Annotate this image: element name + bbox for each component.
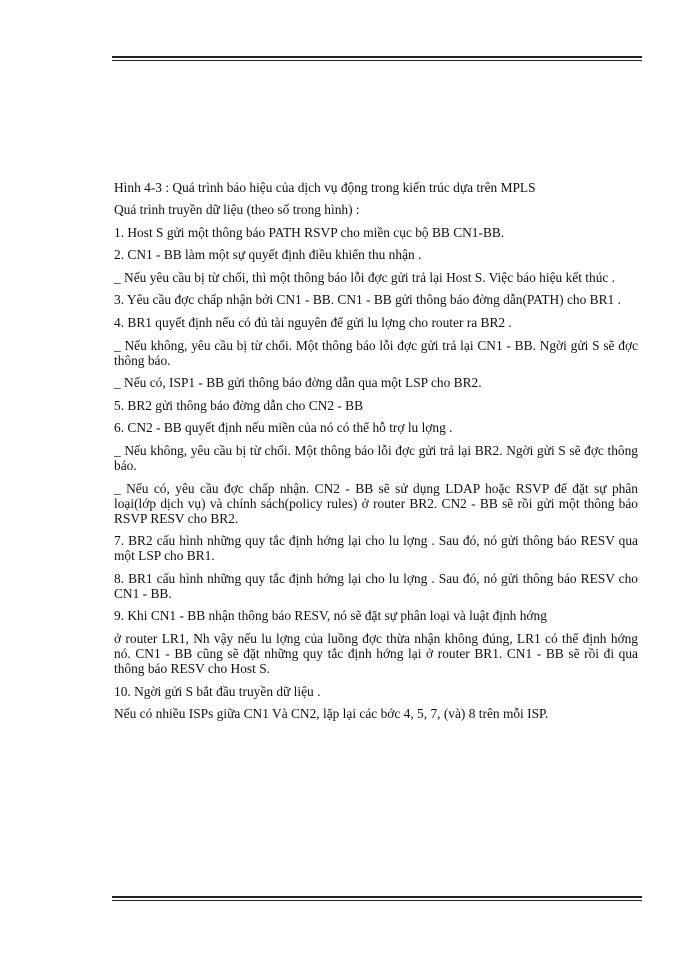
figure-caption: Hình 4-3 : Quá trình báo hiệu của dịch vụ động trong kiến trúc dựa trên MPLS [114, 180, 536, 195]
document-body [114, 180, 638, 729]
intro-text: Quá trình truyền dữ liệu (theo số trong hình) : [114, 202, 360, 217]
paragraph: _ Nếu có, yêu cầu đợc chấp nhận. CN2 - BB sẽ sử dụng LDAP hoặc RSVP để đặt sự phân loại(lớp dịch vụ) và chính sách(policy rules) ở router BR2. CN2 - BB sẽ rồi gửi một thông báo RSVP RESV cho BR2. [114, 480, 638, 526]
paragraph: _ Nếu không, yêu cầu bị từ chối. Một thông báo lỗi đợc gửi trả lại CN1 - BB. Ngời gửi S sẽ đợc thông báo. [114, 337, 638, 368]
paragraph: 4. BR1 quyết định nếu có đủ tài nguyên để gửi lu lợng cho router ra BR2 . [114, 314, 512, 330]
paragraph: _ Nếu không, yêu cầu bị từ chối. Một thông báo lỗi đợc gửi trả lại BR2. Ngời gửi S sẽ đợc thông báo. [114, 442, 638, 473]
paragraph: 2. CN1 - BB làm một sự quyết định điều khiển thu nhận . [114, 247, 422, 263]
paragraph: 1. Host S gửi một thông báo PATH RSVP cho miền cục bộ BB CN1-BB. [114, 224, 505, 240]
paragraph: Nếu có nhiều ISPs giữa CN1 Và CN2, lặp lại các bớc 4, 5, 7, (và) 8 trên mỗi ISP. [114, 706, 549, 722]
footer-rule [112, 896, 642, 901]
paragraph: 9. Khi CN1 - BB nhận thông báo RESV, nó sẽ đặt sự phân loại và luật định hớng [114, 608, 547, 624]
paragraph: 8. BR1 cấu hình những quy tắc định hớng lại cho lu lợng . Sau đó, nó gửi thông báo RESV cho CN1 - BB. [114, 570, 638, 601]
paragraph: 3. Yêu cầu đợc chấp nhận bởi CN1 - BB. CN1 - BB gửi thông báo đờng dẫn(PATH) cho BR1 . [114, 292, 621, 308]
paragraph: ở router LR1, Nh vậy nếu lu lợng của luồng đợc thừa nhận không đúng, LR1 có thể định hớng nó. CN1 - BB cũng sẽ đặt những quy tắc định hớng lại ở router BR1. CN1 - BB sẽ rồi đi qua thông báo RESV cho Host S. [114, 630, 638, 676]
header-rule [112, 56, 642, 61]
paragraph: 5. BR2 gửi thông báo đờng dẫn cho CN2 - BB [114, 397, 364, 413]
paragraph: 10. Ngời gửi S bắt đầu truyền dữ liệu . [114, 683, 321, 699]
paragraph: _ Nếu có, ISP1 - BB gửi thông báo đờng dẫn qua một LSP cho BR2. [114, 375, 482, 391]
paragraph: 7. BR2 cấu hình những quy tắc định hớng lại cho lu lợng . Sau đó, nó gửi thông báo RESV qua một LSP cho BR1. [114, 533, 638, 564]
paragraph: 6. CN2 - BB quyết định nếu miền của nó có thể hỗ trợ lu lợng . [114, 420, 453, 436]
paragraph: _ Nếu yêu cầu bị từ chối, thì một thông báo lỗi đợc gửi trả lại Host S. Việc báo hiệu kết thúc . [114, 269, 616, 285]
